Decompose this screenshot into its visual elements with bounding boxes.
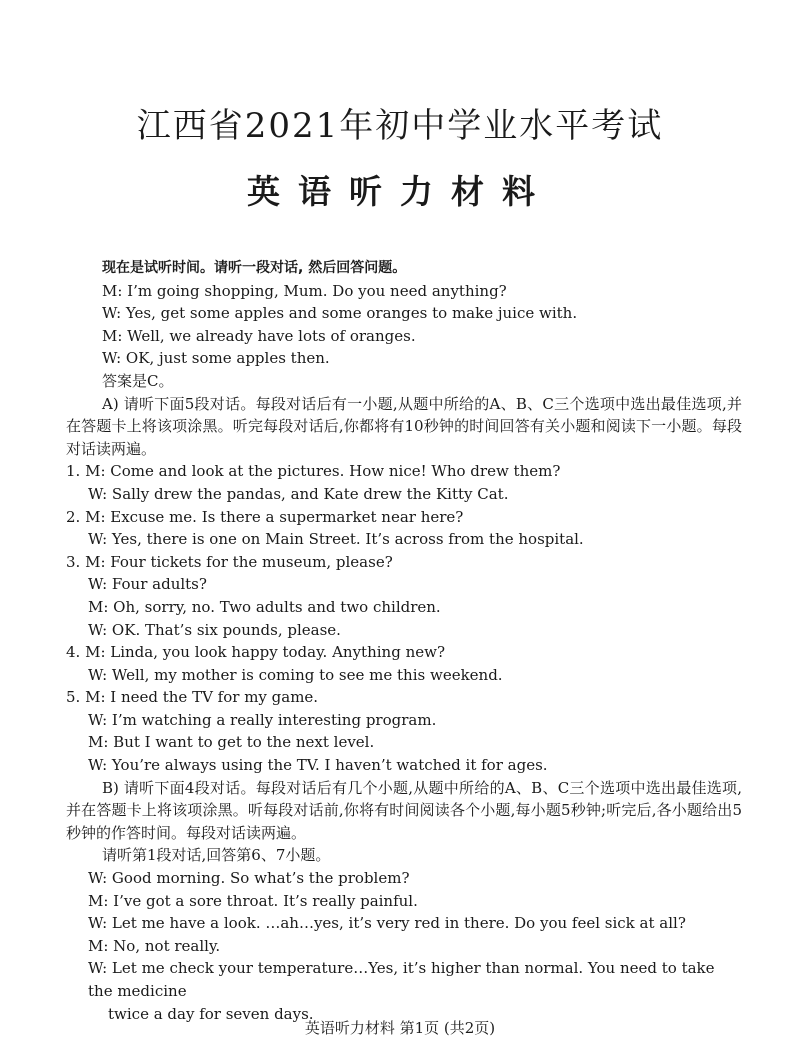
- script-line: W: You’re always using the TV. I haven’t watched it for ages.: [88, 756, 548, 775]
- script-line: W: OK, just some apples then.: [102, 349, 330, 368]
- listening-script: [66, 257, 742, 1025]
- script-line: 3. M: Four tickets for the museum, please?: [66, 552, 393, 571]
- trial-answer: 答案是C。: [102, 371, 174, 390]
- script-line: M: I’m going shopping, Mum. Do you need anything?: [102, 281, 507, 300]
- script-line: W: I’m watching a really interesting program.: [88, 710, 437, 729]
- script-line: W: Let me check your temperature…Yes, it’s higher than normal. You need to take the medicine: [88, 959, 715, 1000]
- script-line: W: Four adults?: [88, 575, 207, 594]
- dialog-instruction: 请听第1段对话,回答第6、7小题。: [102, 846, 331, 865]
- section-b-instruction: B) 请听下面4段对话。每段对话后有几个小题,从题中所给的A、B、C三个选项中选出最佳选项,并在答题卡上将该项涂黑。听每段对话前,你将有时间阅读各个小题,每小题5秒钟;听完后,各小题给出5秒钟的作答时间。每段对话读两遍。: [66, 778, 742, 842]
- script-line: W: OK. That’s six pounds, please.: [88, 620, 341, 639]
- script-line: M: No, not really.: [88, 936, 221, 955]
- script-line: W: Yes, get some apples and some oranges to make juice with.: [102, 304, 578, 323]
- script-line: 2. M: Excuse me. Is there a supermarket near here?: [66, 507, 464, 526]
- script-line: W: Good morning. So what’s the problem?: [88, 869, 410, 888]
- script-line: M: I’ve got a sore throat. It’s really painful.: [88, 891, 418, 910]
- script-line: M: Well, we already have lots of oranges.: [102, 326, 416, 345]
- page-title: 江西省2021年初中学业水平考试: [136, 106, 664, 146]
- script-line: twice a day for seven days.: [108, 1004, 314, 1023]
- script-line: 1. M: Come and look at the pictures. How nice! Who drew them?: [66, 462, 561, 481]
- script-line: W: Well, my mother is coming to see me this weekend.: [88, 665, 503, 684]
- script-line: M: Oh, sorry, no. Two adults and two children.: [88, 597, 441, 616]
- script-line: 4. M: Linda, you look happy today. Anything new?: [66, 643, 445, 662]
- script-line: W: Let me have a look. …ah…yes, it’s very red in there. Do you feel sick at all?: [88, 914, 686, 933]
- script-line: W: Sally drew the pandas, and Kate drew the Kitty Cat.: [88, 484, 509, 503]
- script-line: W: Yes, there is one on Main Street. It’s across from the hospital.: [88, 530, 584, 549]
- script-line: M: But I want to get to the next level.: [88, 733, 375, 752]
- script-line: 5. M: I need the TV for my game.: [66, 688, 319, 707]
- page-subtitle: 英语听力材料: [247, 172, 553, 211]
- section-a-instruction: A) 请听下面5段对话。每段对话后有一小题,从题中所给的A、B、C三个选项中选出最佳选项,并在答题卡上将该项涂黑。听完每段对话后,你都将有10秒钟的时间回答有关小题和阅读下一小题。每段对话读两遍。: [66, 394, 742, 458]
- trial-instruction: 现在是试听时间。请听一段对话, 然后回答问题。: [102, 260, 407, 276]
- page-footer: 英语听力材料 第1页 (共2页): [304, 1019, 496, 1037]
